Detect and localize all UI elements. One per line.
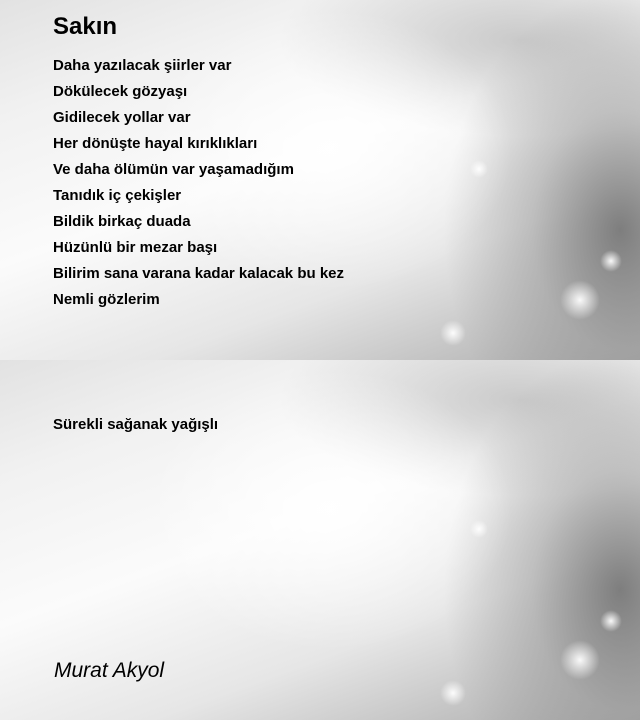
poem-title: Sakın (53, 13, 118, 40)
sparkle-decoration (600, 610, 622, 632)
poem-line: Dökülecek gözyaşı (53, 83, 188, 100)
poem-line: Bildik birkaç duada (53, 213, 191, 230)
poem-verse-continuation (53, 412, 218, 438)
poem-line: Sürekli sağanak yağışlı (53, 416, 219, 433)
poem-verse (53, 53, 344, 313)
poem-line: Gidilecek yollar var (53, 109, 191, 126)
sparkle-decoration (470, 160, 488, 178)
poem-line: Her dönüşte hayal kırıklıkları (53, 135, 258, 152)
poem-line: Nemli gözlerim (53, 291, 160, 308)
poem-line: Bilirim sana varana kadar kalacak bu kez (53, 265, 344, 282)
poem-line: Daha yazılacak şiirler var (53, 57, 232, 74)
poem-line: Tanıdık iç çekişler (53, 187, 182, 204)
sparkle-decoration (440, 320, 466, 346)
poem-line: Hüzünlü bir mezar başı (53, 239, 218, 256)
sparkle-decoration (470, 520, 488, 538)
sparkle-decoration (600, 250, 622, 272)
poem-card-bottom (0, 360, 640, 720)
poem-line: Ve daha ölümün var yaşamadığım (53, 161, 294, 178)
sparkle-decoration (440, 680, 466, 706)
sparkle-decoration (560, 640, 600, 680)
poem-author: Murat Akyol (54, 659, 165, 682)
sparkle-decoration (560, 280, 600, 320)
